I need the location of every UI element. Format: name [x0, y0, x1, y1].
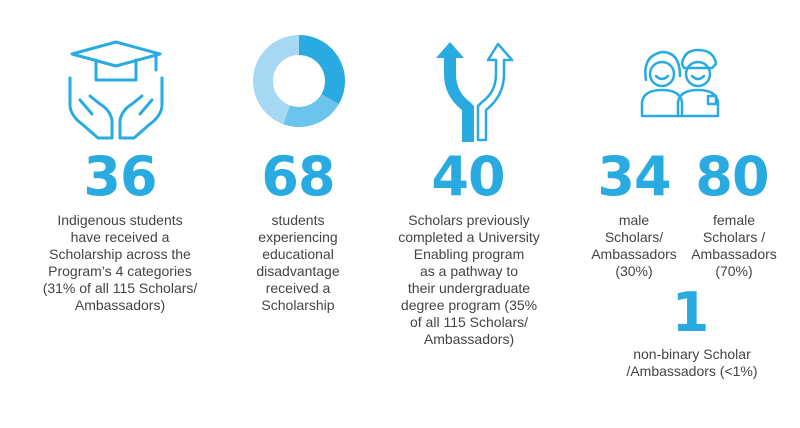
- stat-description-male: male Scholars/ Ambassadors (30%): [591, 212, 677, 279]
- stat-value-nonbinary: 1: [671, 281, 709, 344]
- stat-value-male: 34: [597, 145, 671, 208]
- stat-value-indigenous: 36: [83, 145, 157, 208]
- split-arrows-icon: [436, 42, 514, 142]
- donut-chart-icon: [252, 34, 346, 128]
- two-people-icon: [640, 46, 720, 118]
- graduation-hands-icon: [68, 40, 164, 144]
- stat-description-female: female Scholars / Ambassadors (70%): [691, 212, 777, 279]
- stat-description-enabling: Scholars previously completed a University Enabling program as a pathway to their undergraduate degree program (35% of all 115 Scholars/ Ambassadors): [398, 212, 540, 347]
- stat-description-disadvantage: students experiencing educational disadvantage received a Scholarship: [256, 212, 340, 313]
- stat-value-female: 80: [695, 145, 769, 208]
- stat-value-enabling: 40: [431, 145, 505, 208]
- stat-description-indigenous: Indigenous students have received a Scholarship across the Program’s 4 categories (31% of all 115 Scholars/ Ambassadors): [42, 212, 198, 313]
- stat-value-disadvantage: 68: [261, 145, 335, 208]
- stat-description-nonbinary: non-binary Scholar /Ambassadors (<1%): [626, 346, 758, 379]
